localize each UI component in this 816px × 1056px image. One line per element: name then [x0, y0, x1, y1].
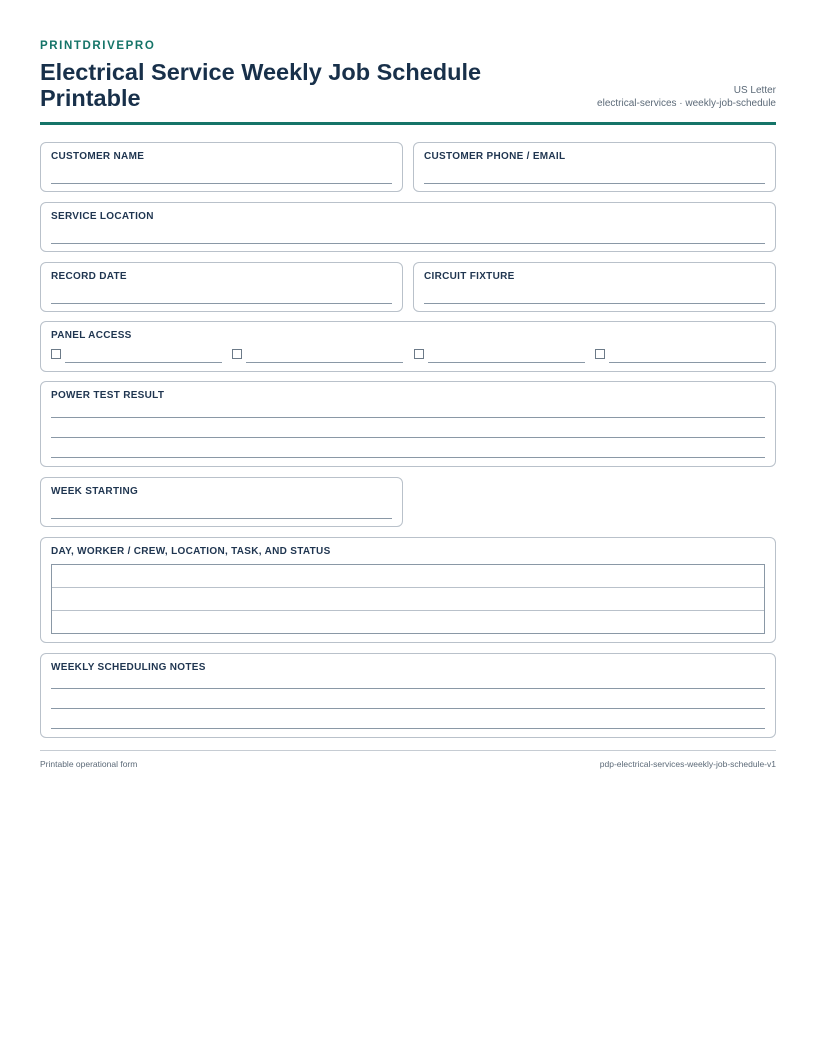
- panel-access-label: PANEL ACCESS: [51, 330, 132, 341]
- writing-line[interactable]: [51, 437, 765, 438]
- writing-line[interactable]: [51, 457, 765, 458]
- brand-name: PRINTDRIVEPRO: [40, 40, 156, 52]
- week-starting-field: [40, 477, 403, 527]
- panel-access-option-4: [595, 349, 766, 363]
- footer-form-type: Printable operational form: [40, 759, 138, 769]
- panel-access-option-3: [414, 349, 585, 363]
- paper-size: US Letter: [733, 85, 776, 96]
- customer-contact-field: [413, 142, 776, 192]
- service-location-input-line[interactable]: [51, 243, 765, 244]
- panel-access-field: [40, 321, 776, 372]
- writing-line[interactable]: [51, 728, 765, 729]
- week-starting-input-line[interactable]: [51, 518, 392, 519]
- power-test-result-label: POWER TEST RESULT: [51, 390, 165, 401]
- table-row[interactable]: [52, 611, 764, 634]
- category-path: electrical-services · weekly-job-schedule: [597, 98, 776, 109]
- record-date-input-line[interactable]: [51, 303, 392, 304]
- customer-contact-label: CUSTOMER PHONE / EMAIL: [424, 151, 566, 162]
- weekly-notes-field: [40, 653, 776, 738]
- power-test-result-field: [40, 381, 776, 467]
- option-input-line[interactable]: [428, 362, 585, 363]
- week-starting-label: WEEK STARTING: [51, 486, 139, 497]
- checkbox[interactable]: [232, 349, 242, 359]
- schedule-table: [51, 564, 765, 634]
- customer-name-field: [40, 142, 403, 192]
- footer-divider: [40, 750, 776, 751]
- circuit-fixture-label: CIRCUIT FIXTURE: [424, 271, 515, 282]
- panel-access-option-1: [51, 349, 222, 363]
- footer-form-id: pdp-electrical-services-weekly-job-schedule-v1: [599, 759, 776, 769]
- table-row[interactable]: [52, 565, 764, 588]
- table-row[interactable]: [52, 588, 764, 611]
- document-meta: [597, 84, 776, 110]
- header-divider: [40, 122, 776, 125]
- service-location-label: SERVICE LOCATION: [51, 211, 154, 222]
- checkbox[interactable]: [595, 349, 605, 359]
- panel-access-option-2: [232, 349, 403, 363]
- weekly-notes-label: WEEKLY SCHEDULING NOTES: [51, 662, 206, 673]
- schedule-table-section: [40, 537, 776, 643]
- record-date-field: [40, 262, 403, 312]
- option-input-line[interactable]: [65, 362, 222, 363]
- circuit-fixture-input-line[interactable]: [424, 303, 765, 304]
- checkbox[interactable]: [414, 349, 424, 359]
- writing-line[interactable]: [51, 688, 765, 689]
- record-date-label: RECORD DATE: [51, 271, 127, 282]
- circuit-fixture-field: [413, 262, 776, 312]
- customer-contact-input-line[interactable]: [424, 183, 765, 184]
- option-input-line[interactable]: [246, 362, 403, 363]
- checkbox[interactable]: [51, 349, 61, 359]
- schedule-table-label: DAY, WORKER / CREW, LOCATION, TASK, AND STATUS: [51, 546, 331, 557]
- service-location-field: [40, 202, 776, 252]
- page-title: Electrical Service Weekly Job Schedule Printable: [40, 59, 482, 111]
- writing-line[interactable]: [51, 417, 765, 418]
- option-input-line[interactable]: [609, 362, 766, 363]
- customer-name-input-line[interactable]: [51, 183, 392, 184]
- writing-line[interactable]: [51, 708, 765, 709]
- customer-name-label: CUSTOMER NAME: [51, 151, 145, 162]
